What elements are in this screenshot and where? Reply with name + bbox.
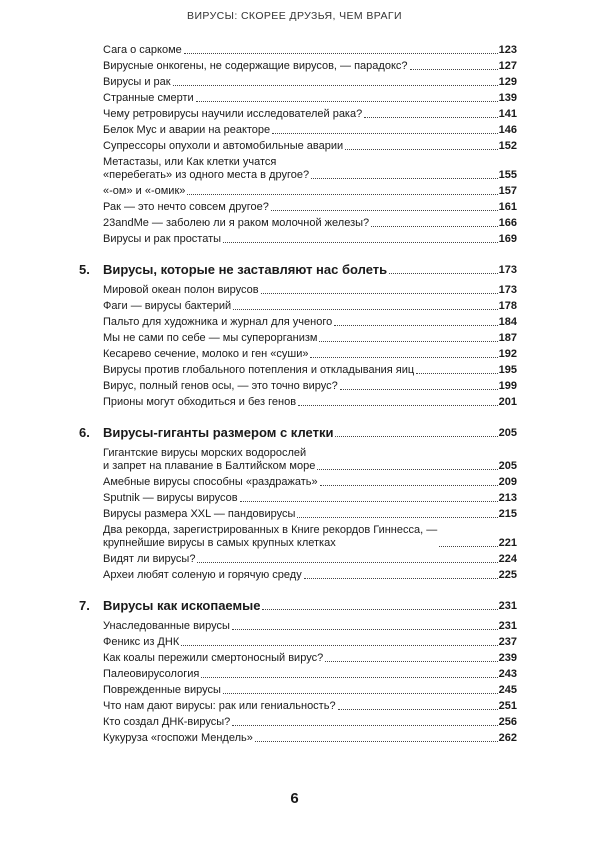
dot-leader: [320, 485, 498, 486]
toc-entry-page: 178: [498, 300, 517, 312]
toc-entry-page: 231: [498, 620, 517, 632]
toc-entry-title-line: Два рекорда, зарегистрированных в Книге рекордов Гиннесса, —: [103, 524, 438, 536]
toc-entry-title-line: Кто создал ДНК-вирусы?: [103, 716, 231, 728]
dot-leader: [334, 325, 497, 326]
toc-entry: [103, 300, 517, 313]
toc-entry-title-line: «-ом» и «-омик»: [103, 185, 186, 197]
toc-entry-title-line: «перебегать» из одного места в другое?: [103, 169, 310, 181]
toc-entry-title: [103, 620, 230, 633]
dot-leader: [223, 693, 498, 694]
toc-entry-page: 195: [498, 364, 517, 376]
toc-entry: [103, 668, 517, 681]
toc-entry: [103, 217, 517, 230]
chapter-title: Вирусы-гиганты размером с клетки: [103, 425, 334, 440]
toc-entry-page: 199: [498, 380, 517, 392]
toc-entry-page: 169: [498, 233, 517, 245]
toc-entry-title: [103, 76, 171, 89]
toc-entry-title: [103, 316, 332, 329]
chapter-heading: [79, 425, 517, 441]
toc-entry-title: [103, 185, 185, 198]
toc-entry-page: 173: [498, 284, 517, 296]
toc-entry-title-line: Палеовирусология: [103, 668, 200, 680]
toc-entry-page: 237: [498, 636, 517, 648]
toc-entry-title-line: Вирус, полный генов осы, — это точно вирус?: [103, 380, 338, 392]
toc-entry-title-line: Пальто для художника и журнал для ученого: [103, 316, 333, 328]
toc-entry: [103, 185, 517, 198]
toc-entry-title-line: Что нам дают вирусы: рак или гениальность?: [103, 700, 336, 712]
toc-entry-title: [103, 668, 199, 681]
toc-entry: [103, 732, 517, 745]
toc-entry-page: 251: [498, 700, 517, 712]
toc-entry-title-line: Поврежденные вирусы: [103, 684, 221, 696]
dot-leader: [298, 405, 498, 406]
toc-entry: [103, 447, 517, 473]
dot-leader: [297, 517, 497, 518]
chapter-title: Вирусы как ископаемые: [103, 598, 261, 613]
dot-leader: [232, 725, 497, 726]
chapter-number: 6.: [79, 425, 90, 440]
toc-entry: [103, 348, 517, 361]
toc-entry-page: 166: [498, 217, 517, 229]
toc-entry: [103, 380, 517, 393]
dot-leader: [187, 194, 497, 195]
toc-entry-title-line: Прионы могут обходиться и без генов: [103, 396, 297, 408]
toc-entry-page: 123: [498, 44, 517, 56]
toc-entry-page: 184: [498, 316, 517, 328]
toc-entry-title-line: Как коалы пережили смертоносный вирус?: [103, 652, 324, 664]
toc-entry-title-line: Sputnik — вирусы вирусов: [103, 492, 238, 504]
toc-entry: [103, 569, 517, 582]
dot-leader: [197, 562, 497, 563]
toc-entry-title: [103, 492, 238, 505]
toc-entry-page: 192: [498, 348, 517, 360]
toc-entry: [103, 156, 517, 182]
toc-entry-title: [103, 380, 338, 393]
toc-entry-title-line: 23andMe — заболею ли я раком молочной железы?: [103, 217, 370, 229]
toc-entry-title: [103, 447, 315, 473]
toc-entry-page: 215: [498, 508, 517, 520]
dot-leader: [340, 389, 498, 390]
toc-entry-page: 239: [498, 652, 517, 664]
dot-leader: [439, 546, 497, 547]
page-number: 6: [290, 790, 299, 807]
dot-leader: [261, 293, 498, 294]
toc-entry-title-line: Феникс из ДНК: [103, 636, 180, 648]
toc-entry-title-line: Унаследованные вирусы: [103, 620, 230, 632]
toc-entry-page: 127: [498, 60, 517, 72]
toc-entry-page: 201: [498, 396, 517, 408]
dot-leader: [410, 69, 498, 70]
dot-leader: [345, 149, 497, 150]
toc-entry-title: [103, 636, 179, 649]
toc-entry-title: [103, 364, 414, 377]
toc-entry: [103, 700, 517, 713]
toc-entry-title: [103, 684, 221, 697]
toc-entry-title: [103, 732, 253, 745]
toc-entry-page: 225: [498, 569, 517, 581]
toc-entry-page: 141: [498, 108, 517, 120]
toc-entry-title: [103, 652, 323, 665]
toc-entry-title-line: Кесарево сечение, молоко и ген «суши»: [103, 348, 309, 360]
toc-entry: [103, 201, 517, 214]
dot-leader: [364, 117, 497, 118]
toc-entry-page: 161: [498, 201, 517, 213]
toc-entry-page: 155: [498, 169, 517, 181]
toc-entry-title-line: Видят ли вирусы?: [103, 553, 196, 565]
toc-entry-title: [103, 284, 259, 297]
toc-entry-title: [103, 217, 369, 230]
toc-entry-title-line: Чему ретровирусы научили исследователей рака?: [103, 108, 363, 120]
toc-entry: [103, 684, 517, 697]
chapter-heading: [79, 262, 517, 278]
toc-entry: [103, 716, 517, 729]
toc-entry-title: [103, 124, 270, 137]
toc-entry-title-line: Амебные вирусы способны «раздражать»: [103, 476, 318, 488]
dot-leader: [271, 210, 498, 211]
dot-leader: [389, 273, 498, 274]
toc-entry-title-line: Супрессоры опухоли и автомобильные аварии: [103, 140, 344, 152]
toc-entry-page: 256: [498, 716, 517, 728]
toc-entry: [103, 140, 517, 153]
dot-leader: [310, 357, 497, 358]
table-of-contents: [79, 44, 517, 745]
chapter-page: 205: [498, 427, 517, 439]
dot-leader: [325, 661, 497, 662]
toc-entry-page: 243: [498, 668, 517, 680]
dot-leader: [304, 578, 498, 579]
toc-entry-page: 262: [498, 732, 517, 744]
toc-entry-page: 129: [498, 76, 517, 88]
dot-leader: [173, 85, 498, 86]
toc-entry-title-line: Странные смерти: [103, 92, 194, 104]
toc-entry-title: [103, 348, 308, 361]
toc-entry-title: [103, 60, 408, 73]
dot-leader: [371, 226, 497, 227]
toc-entry-title: [103, 396, 296, 409]
toc-entry-title-line: крупнейшие вирусы в самых крупных клетках: [103, 537, 336, 549]
dot-leader: [317, 469, 497, 470]
toc-entry-title: [103, 332, 317, 345]
toc-entry-title: [103, 233, 221, 246]
toc-entry-title: [103, 44, 182, 57]
toc-entry-page: 205: [498, 460, 517, 472]
toc-entry-page: 224: [498, 553, 517, 565]
toc-entry-title-line: и запрет на плавание в Балтийском море: [103, 460, 316, 472]
dot-leader: [184, 53, 498, 54]
dot-leader: [232, 629, 498, 630]
chapter-page: 173: [498, 264, 517, 276]
toc-entry-page: 209: [498, 476, 517, 488]
toc-entry: [103, 492, 517, 505]
toc-entry-title: [103, 524, 437, 550]
toc-entry: [103, 44, 517, 57]
toc-entry-title: [103, 569, 302, 582]
toc-entry-title-line: Вирусы и рак простаты: [103, 233, 222, 245]
chapter-heading: [79, 598, 517, 614]
toc-entry-title-line: Фаги — вирусы бактерий: [103, 300, 232, 312]
toc-entry-title-line: Кукуруза «госпожи Мендель»: [103, 732, 253, 744]
toc-entry-title: [103, 508, 295, 521]
toc-entry-title-line: Мы не сами по себе — мы суперорганизм: [103, 332, 318, 344]
dot-leader: [416, 373, 497, 374]
toc-entry: [103, 396, 517, 409]
dot-leader: [233, 309, 498, 310]
toc-entry: [103, 508, 517, 521]
toc-entry: [103, 524, 517, 550]
toc-entry: [103, 76, 517, 89]
toc-entry-title-line: Метастазы, или Как клетки учатся: [103, 156, 277, 168]
toc-entry: [103, 620, 517, 633]
running-header: ВИРУСЫ: СКОРЕЕ ДРУЗЬЯ, ЧЕМ ВРАГИ: [187, 10, 402, 22]
dot-leader: [311, 178, 498, 179]
toc-entry: [103, 284, 517, 297]
chapter-page: 231: [498, 600, 517, 612]
toc-entry-page: 213: [498, 492, 517, 504]
toc-entry: [103, 124, 517, 137]
toc-entry-title: [103, 92, 194, 105]
toc-entry-title-line: Вирусные онкогены, не содержащие вирусов, — парадокс?: [103, 60, 408, 72]
toc-entry-title: [103, 476, 318, 489]
dot-leader: [262, 609, 497, 610]
dot-leader: [240, 501, 498, 502]
toc-entry-title: [103, 300, 231, 313]
toc-entry-title: [103, 700, 336, 713]
toc-entry: [103, 60, 517, 73]
toc-entry-title-line: Рак — это нечто совсем другое?: [103, 201, 269, 213]
toc-entry: [103, 636, 517, 649]
toc-entry: [103, 332, 517, 345]
toc-entry: [103, 476, 517, 489]
dot-leader: [201, 677, 497, 678]
dot-leader: [272, 133, 497, 134]
toc-entry-title: [103, 156, 309, 182]
toc-entry-title-line: Вирусы размера XXL — пандовирусы: [103, 508, 296, 520]
toc-entry-title-line: Археи любят соленую и горячую среду: [103, 569, 302, 581]
toc-entry-page: 221: [498, 537, 517, 549]
toc-entry-title: [103, 716, 230, 729]
toc-entry-page: 187: [498, 332, 517, 344]
dot-leader: [255, 741, 498, 742]
toc-entry: [103, 233, 517, 246]
dot-leader: [223, 242, 498, 243]
dot-leader: [319, 341, 497, 342]
toc-entry: [103, 92, 517, 105]
dot-leader: [181, 645, 497, 646]
dot-leader: [335, 436, 497, 437]
chapter-title: Вирусы, которые не заставляют нас болеть: [103, 262, 388, 277]
dot-leader: [196, 101, 498, 102]
toc-entry-title: [103, 553, 195, 566]
toc-entry-title-line: Белок Мус и аварии на реакторе: [103, 124, 271, 136]
toc-entry-page: 245: [498, 684, 517, 696]
toc-entry-title: [103, 201, 269, 214]
toc-entry: [103, 553, 517, 566]
toc-entry-title-line: Вирусы и рак: [103, 76, 171, 88]
toc-entry-title-line: Мировой океан полон вирусов: [103, 284, 259, 296]
toc-entry-title: [103, 140, 343, 153]
toc-entry: [103, 108, 517, 121]
chapter-number: 5.: [79, 262, 90, 277]
toc-entry-title-line: Сага о саркоме: [103, 44, 182, 56]
chapter-number: 7.: [79, 598, 90, 613]
toc-entry-page: 139: [498, 92, 517, 104]
toc-entry-title-line: Вирусы против глобального потепления и откладывания яиц: [103, 364, 415, 376]
toc-entry-title-line: Гигантские вирусы морских водорослей: [103, 447, 307, 459]
toc-entry: [103, 316, 517, 329]
toc-entry-title: [103, 108, 362, 121]
toc-entry-page: 157: [498, 185, 517, 197]
dot-leader: [338, 709, 498, 710]
toc-entry-page: 146: [498, 124, 517, 136]
toc-entry: [103, 364, 517, 377]
toc-entry: [103, 652, 517, 665]
toc-entry-page: 152: [498, 140, 517, 152]
